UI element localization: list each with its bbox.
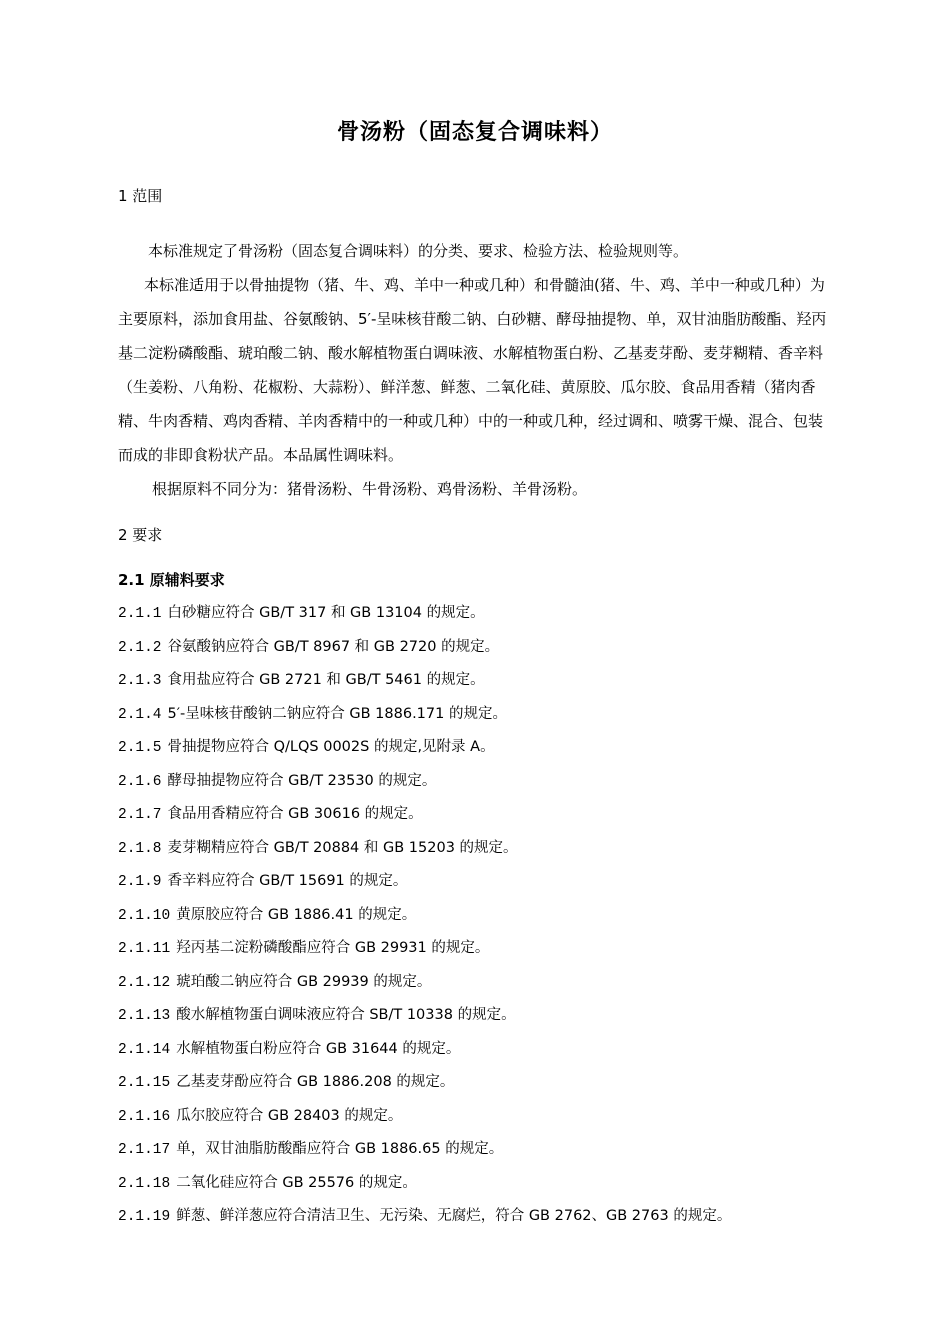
item-number: 2.1.9 — [118, 874, 162, 890]
list-item — [118, 1072, 454, 1093]
list-item — [118, 804, 423, 825]
item-number: 2.1.17 — [118, 1142, 171, 1158]
item-text: 瓜尔胶应符合 GB 28403 的规定。 — [176, 1108, 403, 1124]
scope-paragraph-3: 根据原料不同分为：猪骨汤粉、牛骨汤粉、鸡骨汤粉、羊骨汤粉。 — [152, 480, 588, 498]
item-text: 食用盐应符合 GB 2721 和 GB/T 5461 的规定。 — [167, 672, 485, 688]
list-item — [118, 771, 436, 792]
list-item — [118, 871, 407, 892]
section-heading-scope: 1 范围 — [118, 187, 163, 205]
item-number: 2.1.5 — [118, 740, 162, 756]
item-number: 2.1.19 — [118, 1209, 171, 1225]
item-text: 二氧化硅应符合 GB 25576 的规定。 — [176, 1175, 417, 1191]
subsection-heading-materials: 2.1 原辅料要求 — [118, 571, 225, 589]
list-item — [118, 1206, 731, 1227]
item-text: 水解植物蛋白粉应符合 GB 31644 的规定。 — [176, 1041, 461, 1057]
list-item — [118, 1139, 503, 1160]
item-number: 2.1.12 — [118, 975, 171, 991]
item-number: 2.1.11 — [118, 941, 171, 957]
item-text: 5′-呈味核苷酸钠二钠应符合 GB 1886.171 的规定。 — [167, 706, 507, 722]
list-item — [118, 603, 485, 624]
list-item — [118, 704, 507, 725]
list-item — [118, 737, 495, 758]
item-number: 2.1.7 — [118, 807, 162, 823]
document-title: 骨汤粉（固态复合调味料） — [336, 120, 613, 145]
list-item — [118, 637, 499, 658]
item-text: 单，双甘油脂肪酸酯应符合 GB 1886.65 的规定。 — [176, 1141, 504, 1157]
list-item — [118, 905, 416, 926]
item-text: 酵母抽提物应符合 GB/T 23530 的规定。 — [167, 773, 437, 789]
item-number: 2.1.16 — [118, 1109, 171, 1125]
scope-paragraph-2: 本标准适用于以骨抽提物（猪、牛、鸡、羊中一种或几种）和骨髓油(猪、牛、鸡、羊中一种或几种）为主要原料，添加食用盐、谷氨酸钠、5′-呈味核苷酸二钠、白砂糖、酵母抽提物、单，双甘油脂肪酸酯、羟丙基二淀粉磷酸酯、琥珀酸二钠、酸水解植物蛋白调味液、水解植物蛋白粉、乙基麦芽酚、麦芽糊精、香辛料（生姜粉、八角粉、花椒粉、大蒜粉）、鲜洋葱、鲜葱、二氧化硅、黄原胶、瓜尔胶、食品用香精（猪肉香精、牛肉香精、鸡肉香精、羊肉香精中的一种或几种）中的一种或几种，经过调和、喷雾干燥、混合、包装而成的非即食粉状产品。本品属性调味料。 — [118, 276, 827, 464]
item-text: 酸水解植物蛋白调味液应符合 SB/T 10338 的规定。 — [176, 1007, 516, 1023]
list-item — [118, 838, 518, 859]
section-heading-requirements: 2 要求 — [118, 526, 163, 544]
item-text: 羟丙基二淀粉磷酸酯应符合 GB 29931 的规定。 — [176, 940, 490, 956]
item-number: 2.1.18 — [118, 1176, 171, 1192]
item-text: 黄原胶应符合 GB 1886.41 的规定。 — [176, 907, 417, 923]
item-number: 2.1.4 — [118, 707, 162, 723]
item-text: 麦芽糊精应符合 GB/T 20884 和 GB 15203 的规定。 — [167, 840, 518, 856]
item-text: 香辛料应符合 GB/T 15691 的规定。 — [167, 873, 408, 889]
item-text: 谷氨酸钠应符合 GB/T 8967 和 GB 2720 的规定。 — [167, 639, 500, 655]
item-number: 2.1.14 — [118, 1042, 171, 1058]
item-text: 食品用香精应符合 GB 30616 的规定。 — [167, 806, 423, 822]
item-text: 乙基麦芽酚应符合 GB 1886.208 的规定。 — [176, 1074, 455, 1090]
item-number: 2.1.13 — [118, 1008, 171, 1024]
list-item — [118, 1005, 516, 1026]
item-number: 2.1.2 — [118, 640, 162, 656]
list-item — [118, 670, 485, 691]
item-text: 琥珀酸二钠应符合 GB 29939 的规定。 — [176, 974, 432, 990]
item-number: 2.1.15 — [118, 1075, 171, 1091]
item-number: 2.1.1 — [118, 606, 162, 622]
list-item — [118, 1106, 402, 1127]
item-number: 2.1.3 — [118, 673, 162, 689]
item-number: 2.1.8 — [118, 841, 162, 857]
list-item — [118, 938, 489, 959]
item-text: 鲜葱、鲜洋葱应符合清洁卫生、无污染、无腐烂，符合 GB 2762、GB 2763 的规定。 — [176, 1208, 732, 1224]
item-number: 2.1.6 — [118, 774, 162, 790]
list-item — [118, 1173, 417, 1194]
item-number: 2.1.10 — [118, 908, 171, 924]
item-text: 白砂糖应符合 GB/T 317 和 GB 13104 的规定。 — [167, 605, 485, 621]
list-item — [118, 972, 431, 993]
list-item — [118, 1039, 460, 1060]
scope-paragraph-1: 本标准规定了骨汤粉（固态复合调味料）的分类、要求、检验方法、检验规则等。 — [148, 242, 689, 260]
item-text: 骨抽提物应符合 Q/LQS 0002S 的规定,见附录 A。 — [167, 739, 495, 755]
